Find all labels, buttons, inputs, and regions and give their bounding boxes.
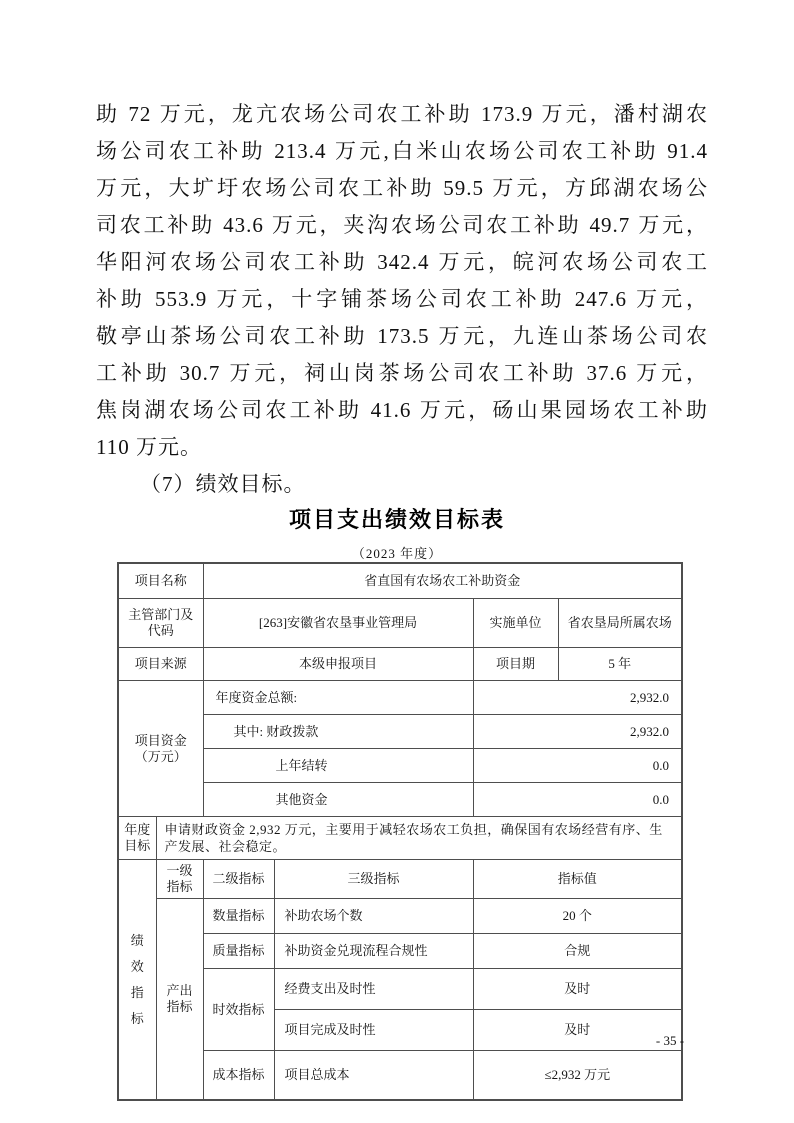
performance-indicator-label [118, 860, 156, 1101]
level1-header-line: 指标 [166, 879, 193, 894]
supervisor-value: [263]安徽省农垦事业管理局 [203, 599, 473, 648]
performance-target-table [117, 562, 683, 1101]
project-source-value: 本级申报项目 [203, 648, 473, 681]
funds-carryover-value: 0.0 [473, 749, 682, 783]
table-subtitle: （2023 年度） [351, 546, 443, 561]
funds-total-label: 年度资金总额: [203, 681, 473, 715]
level3-header: 三级指标 [274, 860, 473, 899]
output-indicator-label-line: 产出 [166, 983, 193, 998]
indicator-level3: 项目完成及时性 [274, 1010, 473, 1051]
paragraph-line: 场公司农工补助 213.4 万元,白米山农场公司农工补助 91.4 [96, 139, 708, 163]
funds-other-value: 0.0 [473, 783, 682, 817]
project-name-value: 省直国有农场农工补助资金 [203, 563, 682, 599]
body-paragraph [96, 96, 708, 503]
table-title: 项目支出绩效目标表 [288, 507, 505, 532]
annual-goal-label-line: 目标 [124, 838, 151, 853]
paragraph-line: 焦岗湖农场公司农工补助 41.6 万元，砀山果园场农工补助 [96, 398, 708, 422]
performance-indicator-char: 标 [130, 1010, 144, 1026]
table-row [118, 715, 682, 749]
indicator-value: 及时 [473, 969, 682, 1010]
paragraph-line: 司农工补助 43.6 万元，夹沟农场公司农工补助 49.7 万元， [96, 213, 708, 237]
sub-item-heading: （7）绩效目标。 [140, 472, 306, 496]
indicator-level3: 项目总成本 [274, 1051, 473, 1101]
supervisor-label-line: 代码 [147, 623, 174, 638]
indicator-level2: 数量指标 [203, 899, 274, 934]
table-row [118, 817, 682, 860]
table-row [118, 969, 682, 1010]
value-header: 指标值 [473, 860, 682, 899]
level1-header [156, 860, 203, 899]
indicator-value: 及时 [473, 1010, 682, 1051]
table-row [118, 599, 682, 648]
output-indicator-label-line: 指标 [166, 999, 193, 1014]
paragraph-line: 110 万元。 [96, 435, 202, 459]
table-row [118, 681, 682, 715]
indicator-level2: 成本指标 [203, 1051, 274, 1101]
annual-goal-label [118, 817, 156, 860]
indicator-level3: 补助农场个数 [274, 899, 473, 934]
output-indicator-label [156, 899, 203, 1101]
indicator-level2: 时效指标 [203, 969, 274, 1051]
funds-other-label: 其他资金 [203, 783, 473, 817]
paragraph-line: 工补助 30.7 万元，祠山岗茶场公司农工补助 37.6 万元， [96, 361, 708, 385]
paragraph-line: 补助 553.9 万元，十字铺茶场公司农工补助 247.6 万元， [96, 287, 708, 311]
performance-indicator-char: 效 [130, 958, 144, 974]
page-number: - 35 - [655, 1033, 685, 1048]
indicator-level2: 质量指标 [203, 934, 274, 969]
performance-indicator-char: 绩 [130, 932, 144, 948]
project-funds-label [118, 681, 203, 817]
project-name-label: 项目名称 [118, 563, 203, 599]
funds-carryover-label: 上年结转 [203, 749, 473, 783]
implement-unit-label: 实施单位 [473, 599, 558, 648]
table-row [118, 1051, 682, 1101]
table-row [118, 783, 682, 817]
table-row [118, 860, 682, 899]
paragraph-line: 助 72 万元，龙亢农场公司农工补助 173.9 万元，潘村湖农 [96, 102, 708, 126]
supervisor-label-line: 主管部门及 [128, 607, 194, 622]
performance-indicator-char: 指 [130, 984, 144, 1000]
project-source-label: 项目来源 [118, 648, 203, 681]
project-period-label: 项目期 [473, 648, 558, 681]
table-row [118, 749, 682, 783]
project-period-value: 5 年 [558, 648, 682, 681]
table-row [118, 648, 682, 681]
table-row [118, 934, 682, 969]
level1-header-line: 一级 [166, 863, 193, 878]
paragraph-line: 华阳河农场公司农工补助 342.4 万元，皖河农场公司农工 [96, 250, 708, 274]
paragraph-line: 敬亭山茶场公司农工补助 173.5 万元，九连山茶场公司农 [96, 324, 708, 348]
indicator-level3: 补助资金兑现流程合规性 [274, 934, 473, 969]
implement-unit-value: 省农垦局所属农场 [558, 599, 682, 648]
indicator-level3: 经费支出及时性 [274, 969, 473, 1010]
funds-fiscal-value: 2,932.0 [473, 715, 682, 749]
annual-goal-text: 申请财政资金 2,932 万元，主要用于减轻农场农工负担，确保国有农场经营有序、生产发展、社会稳定。 [156, 817, 682, 860]
indicator-value: 20 个 [473, 899, 682, 934]
indicator-value: ≤2,932 万元 [473, 1051, 682, 1101]
supervisor-label [118, 599, 203, 648]
paragraph-line: 万元，大圹圩农场公司农工补助 59.5 万元，方邱湖农场公 [96, 176, 708, 200]
funds-fiscal-label: 其中: 财政拨款 [203, 715, 473, 749]
project-funds-label-line: 项目资金 [134, 732, 187, 748]
level2-header: 二级指标 [203, 860, 274, 899]
indicator-value: 合规 [473, 934, 682, 969]
funds-total-value: 2,932.0 [473, 681, 682, 715]
table-row [118, 899, 682, 934]
annual-goal-label-line: 年度 [124, 822, 151, 837]
project-funds-label-line: （万元） [134, 748, 187, 764]
table-row [118, 563, 682, 599]
